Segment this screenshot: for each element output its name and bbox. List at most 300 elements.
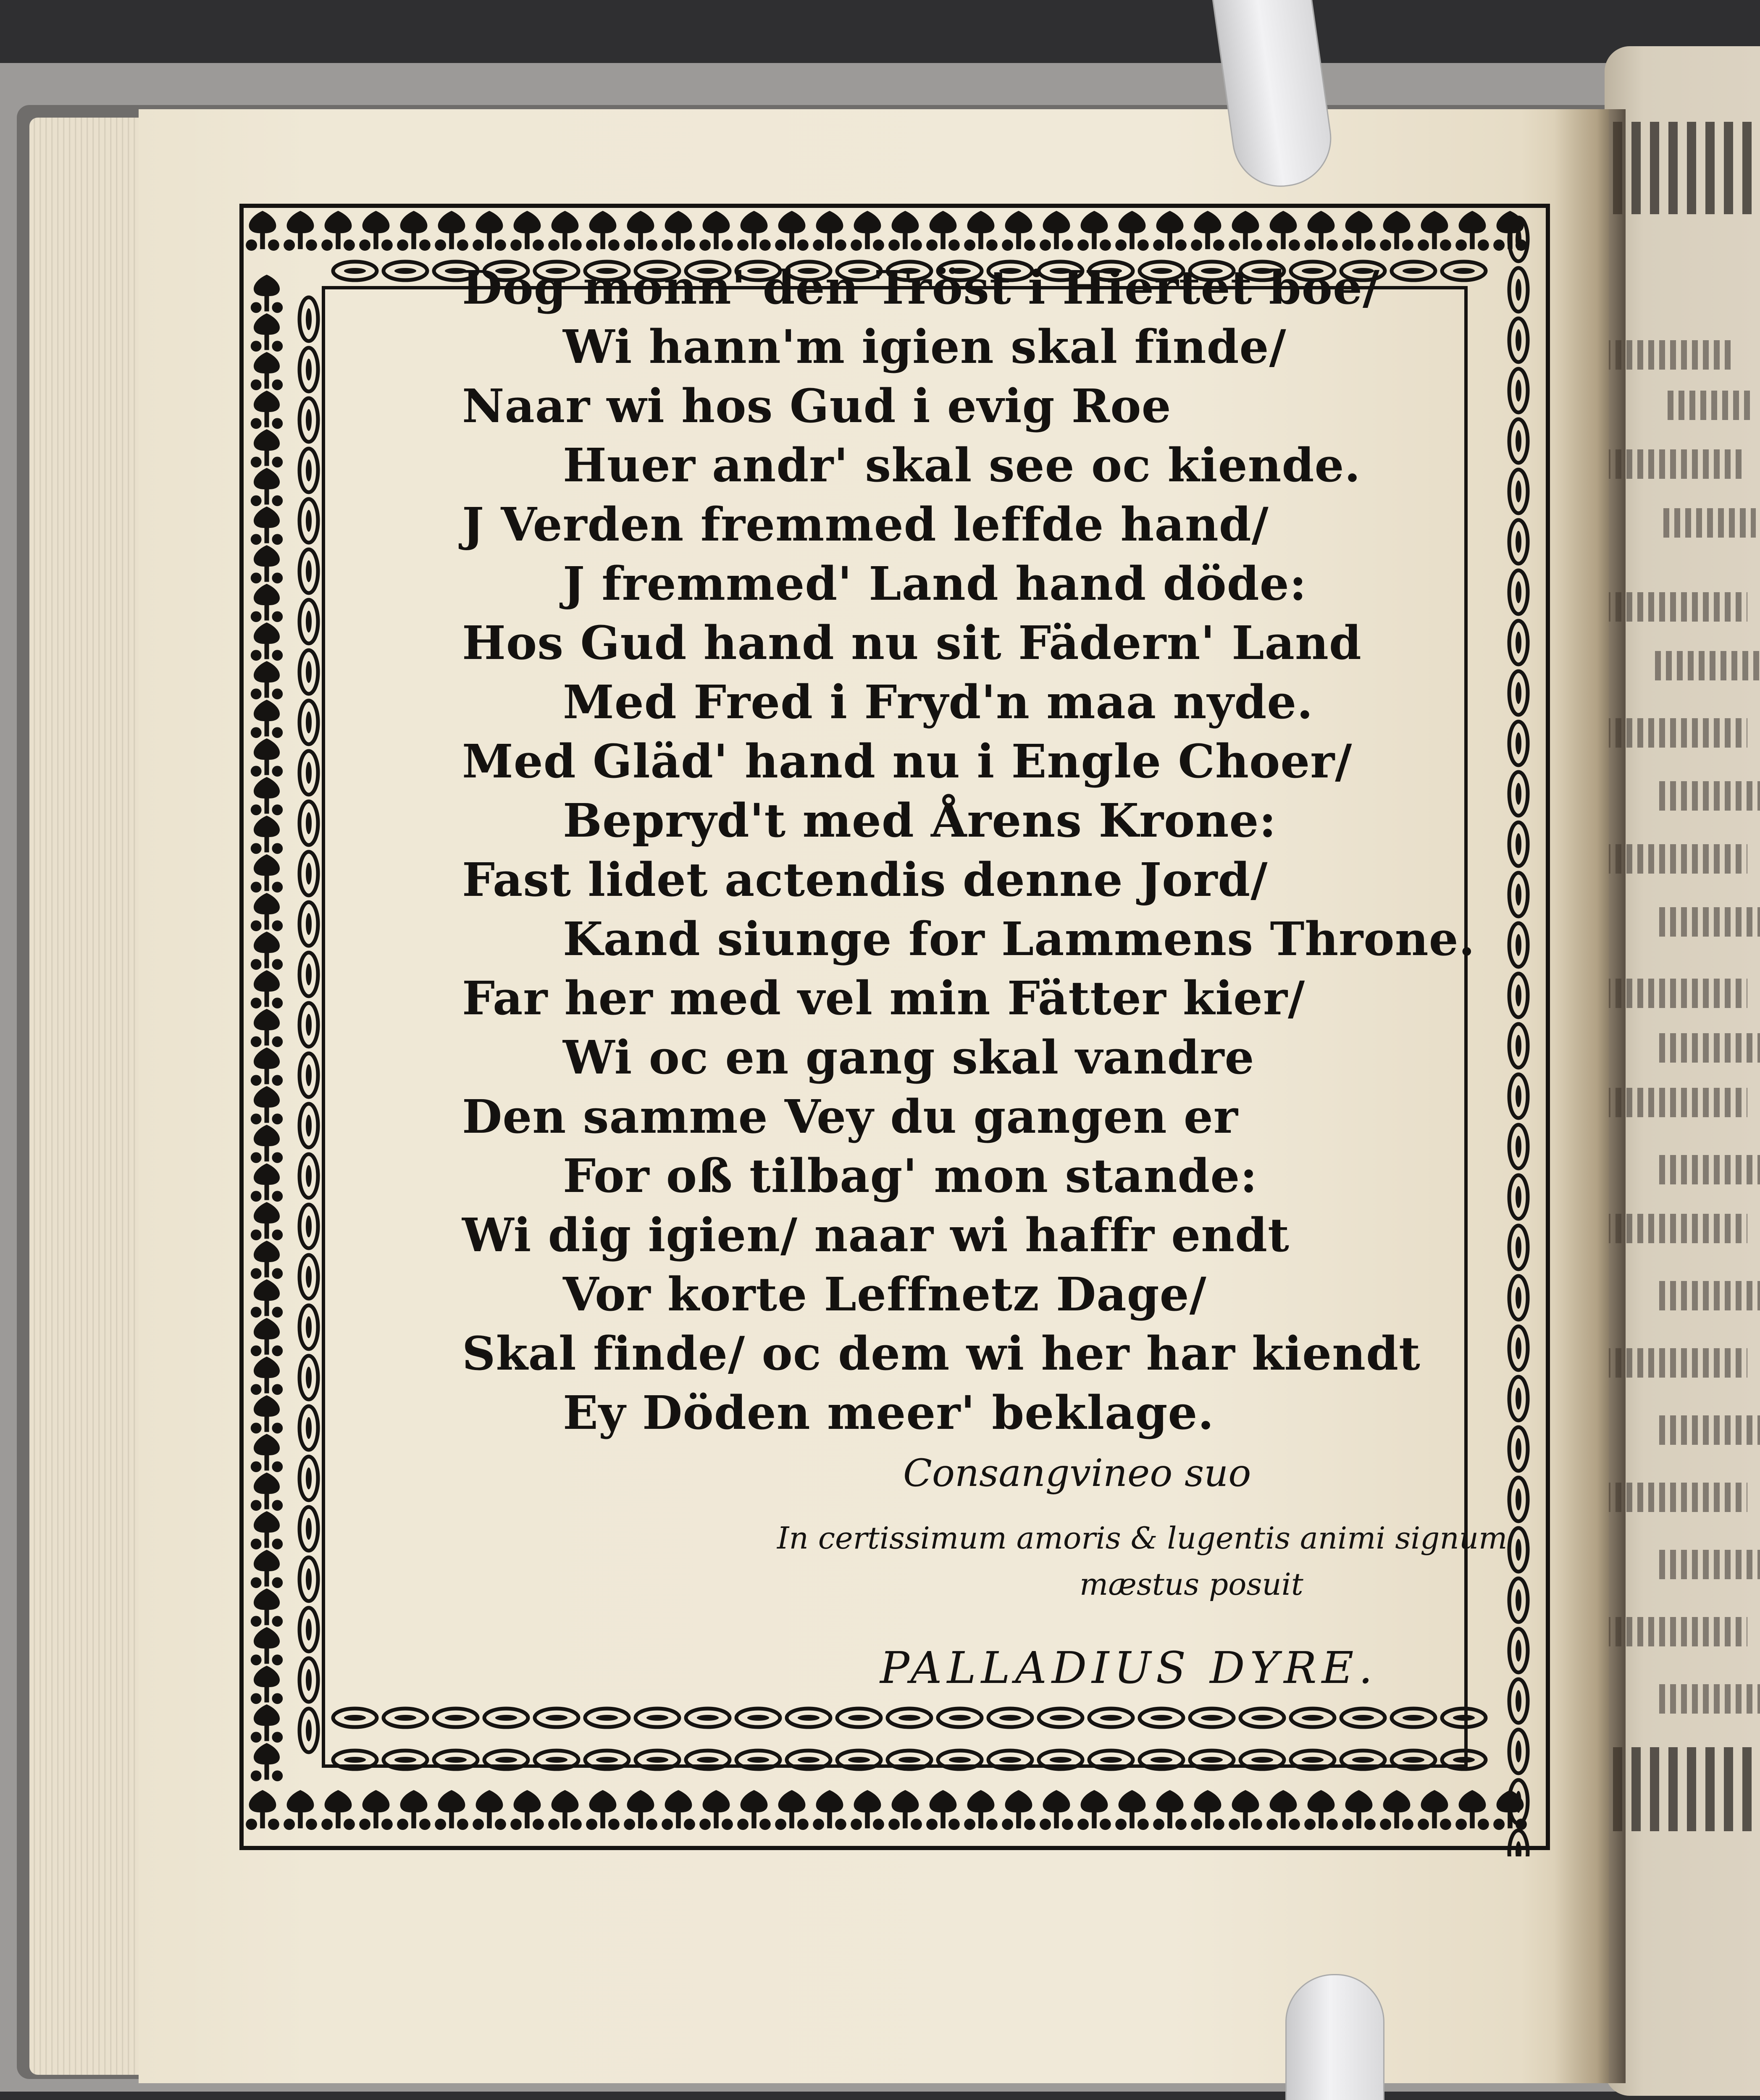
fleuron-top (775, 239, 786, 251)
fleuron-top (741, 211, 768, 233)
fleuron-bottom (1229, 1819, 1240, 1830)
fleuron-left (264, 642, 269, 659)
fleuron-bottom (759, 1819, 771, 1830)
fleuron-left (264, 333, 269, 350)
fleuron-bottom (260, 1810, 265, 1828)
fleuron-left (254, 1318, 280, 1339)
fleuron-left (264, 1028, 269, 1045)
fleuron-top (1077, 239, 1089, 251)
fleuron-left (254, 1202, 280, 1223)
chain-band-left (306, 1568, 312, 1590)
fleuron-top (473, 239, 484, 251)
fleuron-left (254, 1279, 280, 1301)
fleuron-bottom (888, 1819, 900, 1830)
fleuron-bottom (363, 1790, 390, 1812)
fleuron-bottom (903, 1810, 908, 1828)
fleuron-bottom (1115, 1819, 1127, 1830)
chain-band-right (1516, 1539, 1521, 1561)
chain-band-right (1516, 884, 1521, 906)
fleuron-left (254, 391, 280, 412)
fleuron-left (272, 457, 283, 467)
scanner-clamp-bottom (1285, 1974, 1384, 2100)
fleuron-left (254, 429, 280, 451)
fleuron-bottom (476, 1790, 503, 1812)
fleuron-left (272, 1307, 283, 1318)
chain-band-bottom-1 (1302, 1715, 1324, 1721)
chain-band-right (1516, 279, 1521, 301)
fleuron-bottom (1421, 1790, 1448, 1812)
chain-band-right (1516, 581, 1521, 603)
facing-page-text-line (1605, 592, 1747, 622)
fleuron-bottom (268, 1819, 279, 1830)
fleuron-left (272, 843, 283, 854)
fleuron-bottom (457, 1819, 468, 1830)
fleuron-bottom (1191, 1819, 1202, 1830)
fleuron-bottom (1383, 1790, 1411, 1812)
fleuron-top (684, 239, 695, 251)
fleuron-bottom (940, 1810, 946, 1828)
fleuron-left (251, 1616, 262, 1627)
verse-line: Naar wi hos Gud i evig Roe (462, 379, 1172, 433)
fleuron-left (251, 727, 262, 738)
fleuron-top (865, 231, 870, 249)
fleuron-bottom (608, 1819, 620, 1830)
fleuron-bottom (586, 1819, 597, 1830)
chain-band-top (1453, 268, 1475, 274)
chain-band-left (306, 459, 312, 481)
verse-line: Wi hann'm igien skal finde/ (563, 320, 1287, 374)
fleuron-top (397, 239, 408, 251)
fleuron-bottom (1100, 1819, 1111, 1830)
fleuron-left (264, 449, 269, 466)
verse-line: Skal finde/ oc dem wi her har kiendt (462, 1326, 1421, 1381)
fleuron-left (264, 603, 269, 620)
chain-band-left (306, 560, 312, 582)
fleuron-top (548, 239, 560, 251)
fleuron-top (722, 239, 733, 251)
fleuron-top (638, 231, 643, 249)
fleuron-top (1156, 211, 1184, 233)
fleuron-left (272, 1229, 283, 1240)
facing-page-text-line (1605, 718, 1747, 748)
fleuron-left (264, 758, 269, 775)
chain-band-bottom-2 (445, 1757, 467, 1763)
chain-band-bottom-1 (848, 1715, 870, 1721)
fleuron-bottom (813, 1819, 824, 1830)
fleuron-top (873, 239, 884, 251)
fleuron-top (1194, 211, 1221, 233)
fleuron-bottom (1137, 1819, 1149, 1830)
chain-band-bottom-1 (949, 1715, 971, 1721)
fleuron-left (264, 951, 269, 968)
fleuron-top (1043, 211, 1070, 233)
fleuron-left (264, 1299, 269, 1316)
facing-page-text-line (1605, 1214, 1747, 1243)
fleuron-bottom (1432, 1810, 1437, 1828)
fleuron-left (264, 1724, 269, 1741)
fleuron-left (251, 1577, 262, 1588)
verse-line: J Verden fremmed leffde hand/ (462, 497, 1269, 551)
fleuron-top (978, 231, 983, 249)
chain-band-right (1516, 984, 1521, 1006)
fleuron-left (251, 1654, 262, 1665)
fleuron-left (264, 912, 269, 929)
fleuron-left (254, 1666, 280, 1687)
fleuron-top (1364, 239, 1376, 251)
chain-band-left (306, 1619, 312, 1641)
fleuron-top (306, 239, 317, 251)
fleuron-left (251, 302, 262, 313)
fleuron-bottom (533, 1819, 544, 1830)
verse-line: Wi dig igien/ naar wi haffr endt (462, 1208, 1290, 1262)
fleuron-bottom (325, 1790, 352, 1812)
fleuron-top (586, 239, 597, 251)
fleuron-top (813, 239, 824, 251)
verse-line: J fremmed' Land hand döde: (563, 556, 1307, 611)
fleuron-bottom (627, 1790, 654, 1812)
fleuron-left (251, 1500, 262, 1511)
fleuron-left (254, 1588, 280, 1610)
fleuron-top (298, 231, 303, 249)
chain-band-bottom-1 (1453, 1715, 1475, 1721)
fleuron-left (251, 457, 262, 467)
facing-page-text-line (1659, 1415, 1760, 1445)
fleuron-top (851, 239, 862, 251)
facing-page-bottom-ornament (1613, 1747, 1760, 1831)
facing-page-text-line (1659, 1033, 1760, 1063)
fleuron-top (1281, 231, 1286, 249)
chain-band-left (306, 409, 312, 431)
fleuron-bottom (892, 1790, 919, 1812)
fleuron-top (1470, 231, 1475, 249)
fleuron-bottom (1016, 1810, 1021, 1828)
chain-band-left (306, 510, 312, 532)
fleuron-top (1418, 239, 1429, 251)
fleuron-top (1005, 211, 1032, 233)
fleuron-bottom (778, 1790, 806, 1812)
fleuron-left (272, 998, 283, 1008)
fleuron-bottom (1081, 1790, 1108, 1812)
chain-band-right (1516, 732, 1521, 754)
facing-page-text-line (1659, 1155, 1760, 1184)
chain-band-bottom-1 (495, 1715, 517, 1721)
fleuron-bottom (1251, 1819, 1262, 1830)
chain-band-right (1516, 1740, 1521, 1762)
chain-band-bottom-1 (1403, 1715, 1424, 1721)
fleuron-left (254, 352, 280, 373)
fleuron-bottom (473, 1819, 484, 1830)
fleuron-left (272, 302, 283, 313)
chain-band-bottom-2 (747, 1757, 769, 1763)
fleuron-left (251, 341, 262, 352)
chain-band-right (1516, 1589, 1521, 1611)
fleuron-left (272, 341, 283, 352)
fleuron-bottom (562, 1810, 567, 1828)
fleuron-left (272, 572, 283, 583)
fleuron-bottom (816, 1790, 843, 1812)
chain-band-right (1516, 1186, 1521, 1208)
fleuron-left (272, 920, 283, 931)
fleuron-bottom (1043, 1790, 1070, 1812)
verse-line: Dog monn' den Tröst i Hiertet boe/ (462, 260, 1380, 315)
fleuron-top (1380, 239, 1391, 251)
fleuron-bottom (1213, 1819, 1224, 1830)
fleuron-left (254, 545, 280, 567)
fleuron-bottom (964, 1819, 975, 1830)
facing-page-text-line (1659, 907, 1760, 937)
fleuron-bottom (525, 1810, 530, 1828)
chain-band-bottom-1 (798, 1715, 820, 1721)
fleuron-bottom (419, 1819, 431, 1830)
fleuron-bottom (1232, 1790, 1259, 1812)
chain-band-bottom-1 (747, 1715, 769, 1721)
fleuron-top (624, 239, 635, 251)
fleuron-left (254, 970, 280, 992)
fleuron-top (948, 239, 960, 251)
fleuron-bottom (646, 1819, 657, 1830)
fleuron-top (495, 239, 506, 251)
fleuron-top (1243, 231, 1248, 249)
chain-band-left (306, 1518, 312, 1540)
fleuron-top (373, 231, 378, 249)
fleuron-bottom (400, 1790, 428, 1812)
fleuron-bottom (1402, 1819, 1413, 1830)
fleuron-left (272, 804, 283, 815)
chain-band-bottom-1 (344, 1715, 366, 1721)
fleuron-top (1213, 239, 1224, 251)
chain-band-bottom-1 (1251, 1715, 1273, 1721)
fleuron-bottom (911, 1819, 922, 1830)
fleuron-bottom (662, 1819, 673, 1830)
chain-band-right (1516, 682, 1521, 704)
fleuron-left (272, 650, 283, 661)
fleuron-bottom (703, 1790, 730, 1812)
fleuron-top (1342, 239, 1353, 251)
fleuron-bottom (1319, 1810, 1324, 1828)
fleuron-top (1205, 231, 1210, 249)
fleuron-left (251, 1345, 262, 1356)
fleuron-bottom (1005, 1790, 1032, 1812)
fleuron-left (264, 1685, 269, 1702)
fleuron-top (435, 239, 446, 251)
fleuron-bottom (487, 1810, 492, 1828)
fleuron-bottom (827, 1810, 832, 1828)
fleuron-top (533, 239, 544, 251)
fleuron-top (1130, 231, 1135, 249)
fleuron-top (249, 211, 276, 233)
facing-page-text-line (1605, 1617, 1747, 1646)
fleuron-bottom (865, 1810, 870, 1828)
fleuron-left (272, 1113, 283, 1124)
verse-line: Bepryd't med Årens Krone: (563, 793, 1277, 848)
chain-band-left (306, 812, 312, 834)
fleuron-left (251, 650, 262, 661)
fleuron-bottom (510, 1819, 522, 1830)
fleuron-left (254, 1627, 280, 1648)
fleuron-left (251, 611, 262, 622)
fleuron-left (254, 1241, 280, 1262)
fleuron-bottom (1266, 1819, 1278, 1830)
fleuron-bottom (359, 1819, 370, 1830)
fleuron-left (264, 1067, 269, 1084)
chain-band-left (306, 1669, 312, 1691)
fleuron-top (665, 211, 692, 233)
fleuron-bottom (495, 1819, 506, 1830)
chain-band-left (306, 1467, 312, 1489)
fleuron-left (251, 1693, 262, 1704)
fleuron-bottom (676, 1810, 681, 1828)
fleuron-left (264, 835, 269, 852)
fleuron-bottom (298, 1810, 303, 1828)
fleuron-left (251, 1075, 262, 1086)
chain-band-right (1516, 1388, 1521, 1410)
fleuron-top (1319, 231, 1324, 249)
fleuron-top (1137, 239, 1149, 251)
fleuron-left (251, 1191, 262, 1202)
fleuron-bottom (1289, 1819, 1300, 1830)
fleuron-bottom (287, 1790, 314, 1812)
chain-band-left (306, 1316, 312, 1338)
fleuron-left (272, 688, 283, 699)
fleuron-top (284, 239, 295, 251)
fleuron-left (251, 766, 262, 777)
facing-page-top-ornament (1613, 122, 1760, 214)
fleuron-top (1251, 239, 1262, 251)
chain-band-right (1516, 1841, 1521, 1856)
verse-line: Den samme Vey du gangen er (462, 1089, 1238, 1144)
chain-band-bottom-2 (1352, 1757, 1374, 1763)
fleuron-left (264, 526, 269, 543)
chain-band-top (394, 268, 416, 274)
fleuron-top (552, 211, 579, 233)
fleuron-left (251, 1461, 262, 1472)
fleuron-left (264, 410, 269, 427)
fleuron-left (272, 1654, 283, 1665)
verse-line: Ey Döden meer' beklage. (563, 1386, 1214, 1440)
chain-band-bottom-2 (1302, 1757, 1324, 1763)
chain-band-right (1516, 1136, 1521, 1158)
chain-band-right (1516, 1690, 1521, 1712)
fleuron-top (1054, 231, 1059, 249)
fleuron-left (272, 1036, 283, 1047)
chain-band-left (306, 1014, 312, 1036)
fleuron-top (646, 239, 657, 251)
fleuron-left (272, 1384, 283, 1395)
fleuron-bottom (1455, 1819, 1467, 1830)
fleuron-bottom (624, 1819, 635, 1830)
chain-band-right (1516, 430, 1521, 452)
chain-band-bottom-2 (646, 1757, 668, 1763)
fleuron-bottom (449, 1810, 454, 1828)
fleuron-bottom (930, 1790, 957, 1812)
fleuron-top (400, 211, 428, 233)
chain-band-left (306, 611, 312, 633)
fleuron-bottom (373, 1810, 378, 1828)
chain-band-bottom-1 (445, 1715, 467, 1721)
fleuron-bottom (1077, 1819, 1089, 1830)
fleuron-bottom (381, 1819, 393, 1830)
fleuron-top (714, 231, 719, 249)
fleuron-top (1002, 239, 1013, 251)
fleuron-bottom (1156, 1790, 1184, 1812)
fleuron-top (510, 239, 522, 251)
chain-band-left (306, 1115, 312, 1137)
fleuron-top (940, 231, 946, 249)
fleuron-bottom (1327, 1819, 1338, 1830)
fleuron-left (272, 882, 283, 892)
chain-band-bottom-2 (1403, 1757, 1424, 1763)
chain-band-right (1516, 380, 1521, 402)
verse-line: Vor korte Leffnetz Dage/ (563, 1267, 1207, 1321)
fleuron-left (254, 700, 280, 721)
chain-band-left (306, 1719, 312, 1741)
fleuron-top (476, 211, 503, 233)
chain-band-right (1516, 1488, 1521, 1510)
fleuron-left (251, 1152, 262, 1163)
fleuron-bottom (1345, 1790, 1373, 1812)
fleuron-left (254, 1704, 280, 1726)
fleuron-top (287, 211, 314, 233)
fleuron-bottom (1205, 1810, 1210, 1828)
fleuron-bottom (1270, 1790, 1297, 1812)
fleuron-left (254, 275, 280, 296)
verse-line: For oß tilbag' mon stande: (563, 1149, 1258, 1203)
fleuron-left (264, 1260, 269, 1277)
chain-band-top (344, 268, 366, 274)
chain-band-right (1516, 1337, 1521, 1359)
fleuron-top (751, 231, 757, 249)
fleuron-top (1459, 211, 1486, 233)
fleuron-top (1356, 231, 1361, 249)
facing-page-text-line (1605, 1348, 1747, 1378)
fleuron-bottom (1243, 1810, 1248, 1828)
fleuron-bottom (344, 1819, 355, 1830)
fleuron-bottom (684, 1819, 695, 1830)
chain-band-left (306, 1165, 312, 1187)
fleuron-left (251, 1423, 262, 1433)
fleuron-top (627, 211, 654, 233)
chain-band-right (1516, 1640, 1521, 1662)
verse-line: Fast lidet actendis denne Jord/ (462, 853, 1268, 907)
fleuron-top (816, 211, 843, 233)
fleuron-top (1440, 239, 1451, 251)
fleuron-top (930, 211, 957, 233)
facing-page-text-line (1668, 391, 1752, 420)
fleuron-bottom (1054, 1810, 1059, 1828)
chain-band-right (1516, 632, 1521, 654)
fleuron-left (254, 1357, 280, 1378)
chain-band-bottom-2 (596, 1757, 618, 1763)
fleuron-left (272, 959, 283, 970)
fleuron-bottom (986, 1819, 998, 1830)
fleuron-bottom (978, 1810, 983, 1828)
chain-band-bottom-2 (394, 1757, 416, 1763)
facing-page-text-line (1659, 781, 1760, 811)
fleuron-left (251, 1307, 262, 1318)
fleuron-top (964, 239, 975, 251)
fleuron-left (264, 1337, 269, 1354)
fleuron-left (251, 379, 262, 390)
fleuron-top (1478, 239, 1489, 251)
fleuron-bottom (1024, 1819, 1035, 1830)
fleuron-left (272, 534, 283, 545)
fleuron-bottom (1167, 1810, 1172, 1828)
fleuron-top (1024, 239, 1035, 251)
fleuron-left (251, 1732, 262, 1743)
fleuron-bottom (246, 1819, 257, 1830)
dedication-line-3: mæstus posuit (1080, 1567, 1303, 1602)
fleuron-left (251, 495, 262, 506)
